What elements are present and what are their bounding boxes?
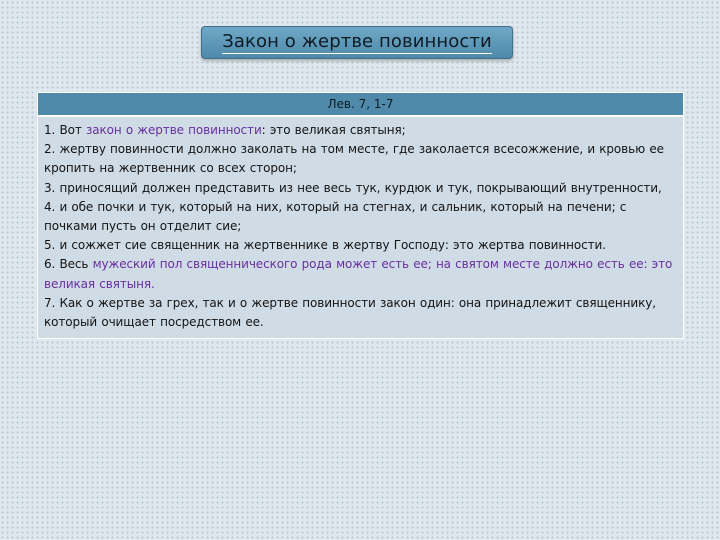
slide-title: Закон о жертве повинности [222, 31, 492, 52]
verse-text: : это великая святыня; [261, 123, 406, 137]
verse-text: 5. и сожжет сие священник на жертвеннике в жертву Господу: это жертва повинности. [44, 238, 606, 253]
verse-text: 2. жертву повинности должно заколать на том месте, где заколается всесожжение, и кровью ее кропить на жертвенник со всех сторон; [44, 142, 664, 176]
verse-highlight: закон о жертве повинности [85, 123, 262, 137]
verse-3 [44, 179, 675, 198]
title-box [201, 26, 513, 59]
verse-1 [44, 121, 675, 140]
verse-2 [44, 140, 675, 178]
table-body [38, 117, 683, 338]
verse-7 [44, 294, 675, 332]
verse-4 [44, 198, 675, 236]
verse-text: 4. и обе почки и тук, который на них, который на стегнах, и сальник, который на печени; с почками пусть он отделит сие; [44, 199, 627, 234]
scripture-table [37, 92, 684, 339]
table-header [38, 93, 683, 117]
verse-highlight: мужеский пол священнического рода может есть ее; на святом месте должно есть ее: это великая святыня. [44, 257, 673, 291]
verse-text: 7. Как о жертве за грех, так и о жертве повинности закон один: она принадлежит священнику, который очищает посредством ее. [44, 295, 656, 330]
scripture-reference: Лев. 7, 1-7 [327, 97, 394, 111]
verse-6 [44, 255, 675, 293]
verse-text: 3. приносящий должен представить из нее весь тук, курдюк и тук, покрывающий внутренности, [44, 180, 662, 195]
verse-text: 6. Весь [44, 257, 93, 272]
verse-text: 1. Вот [44, 123, 86, 137]
verse-5 [44, 236, 675, 255]
